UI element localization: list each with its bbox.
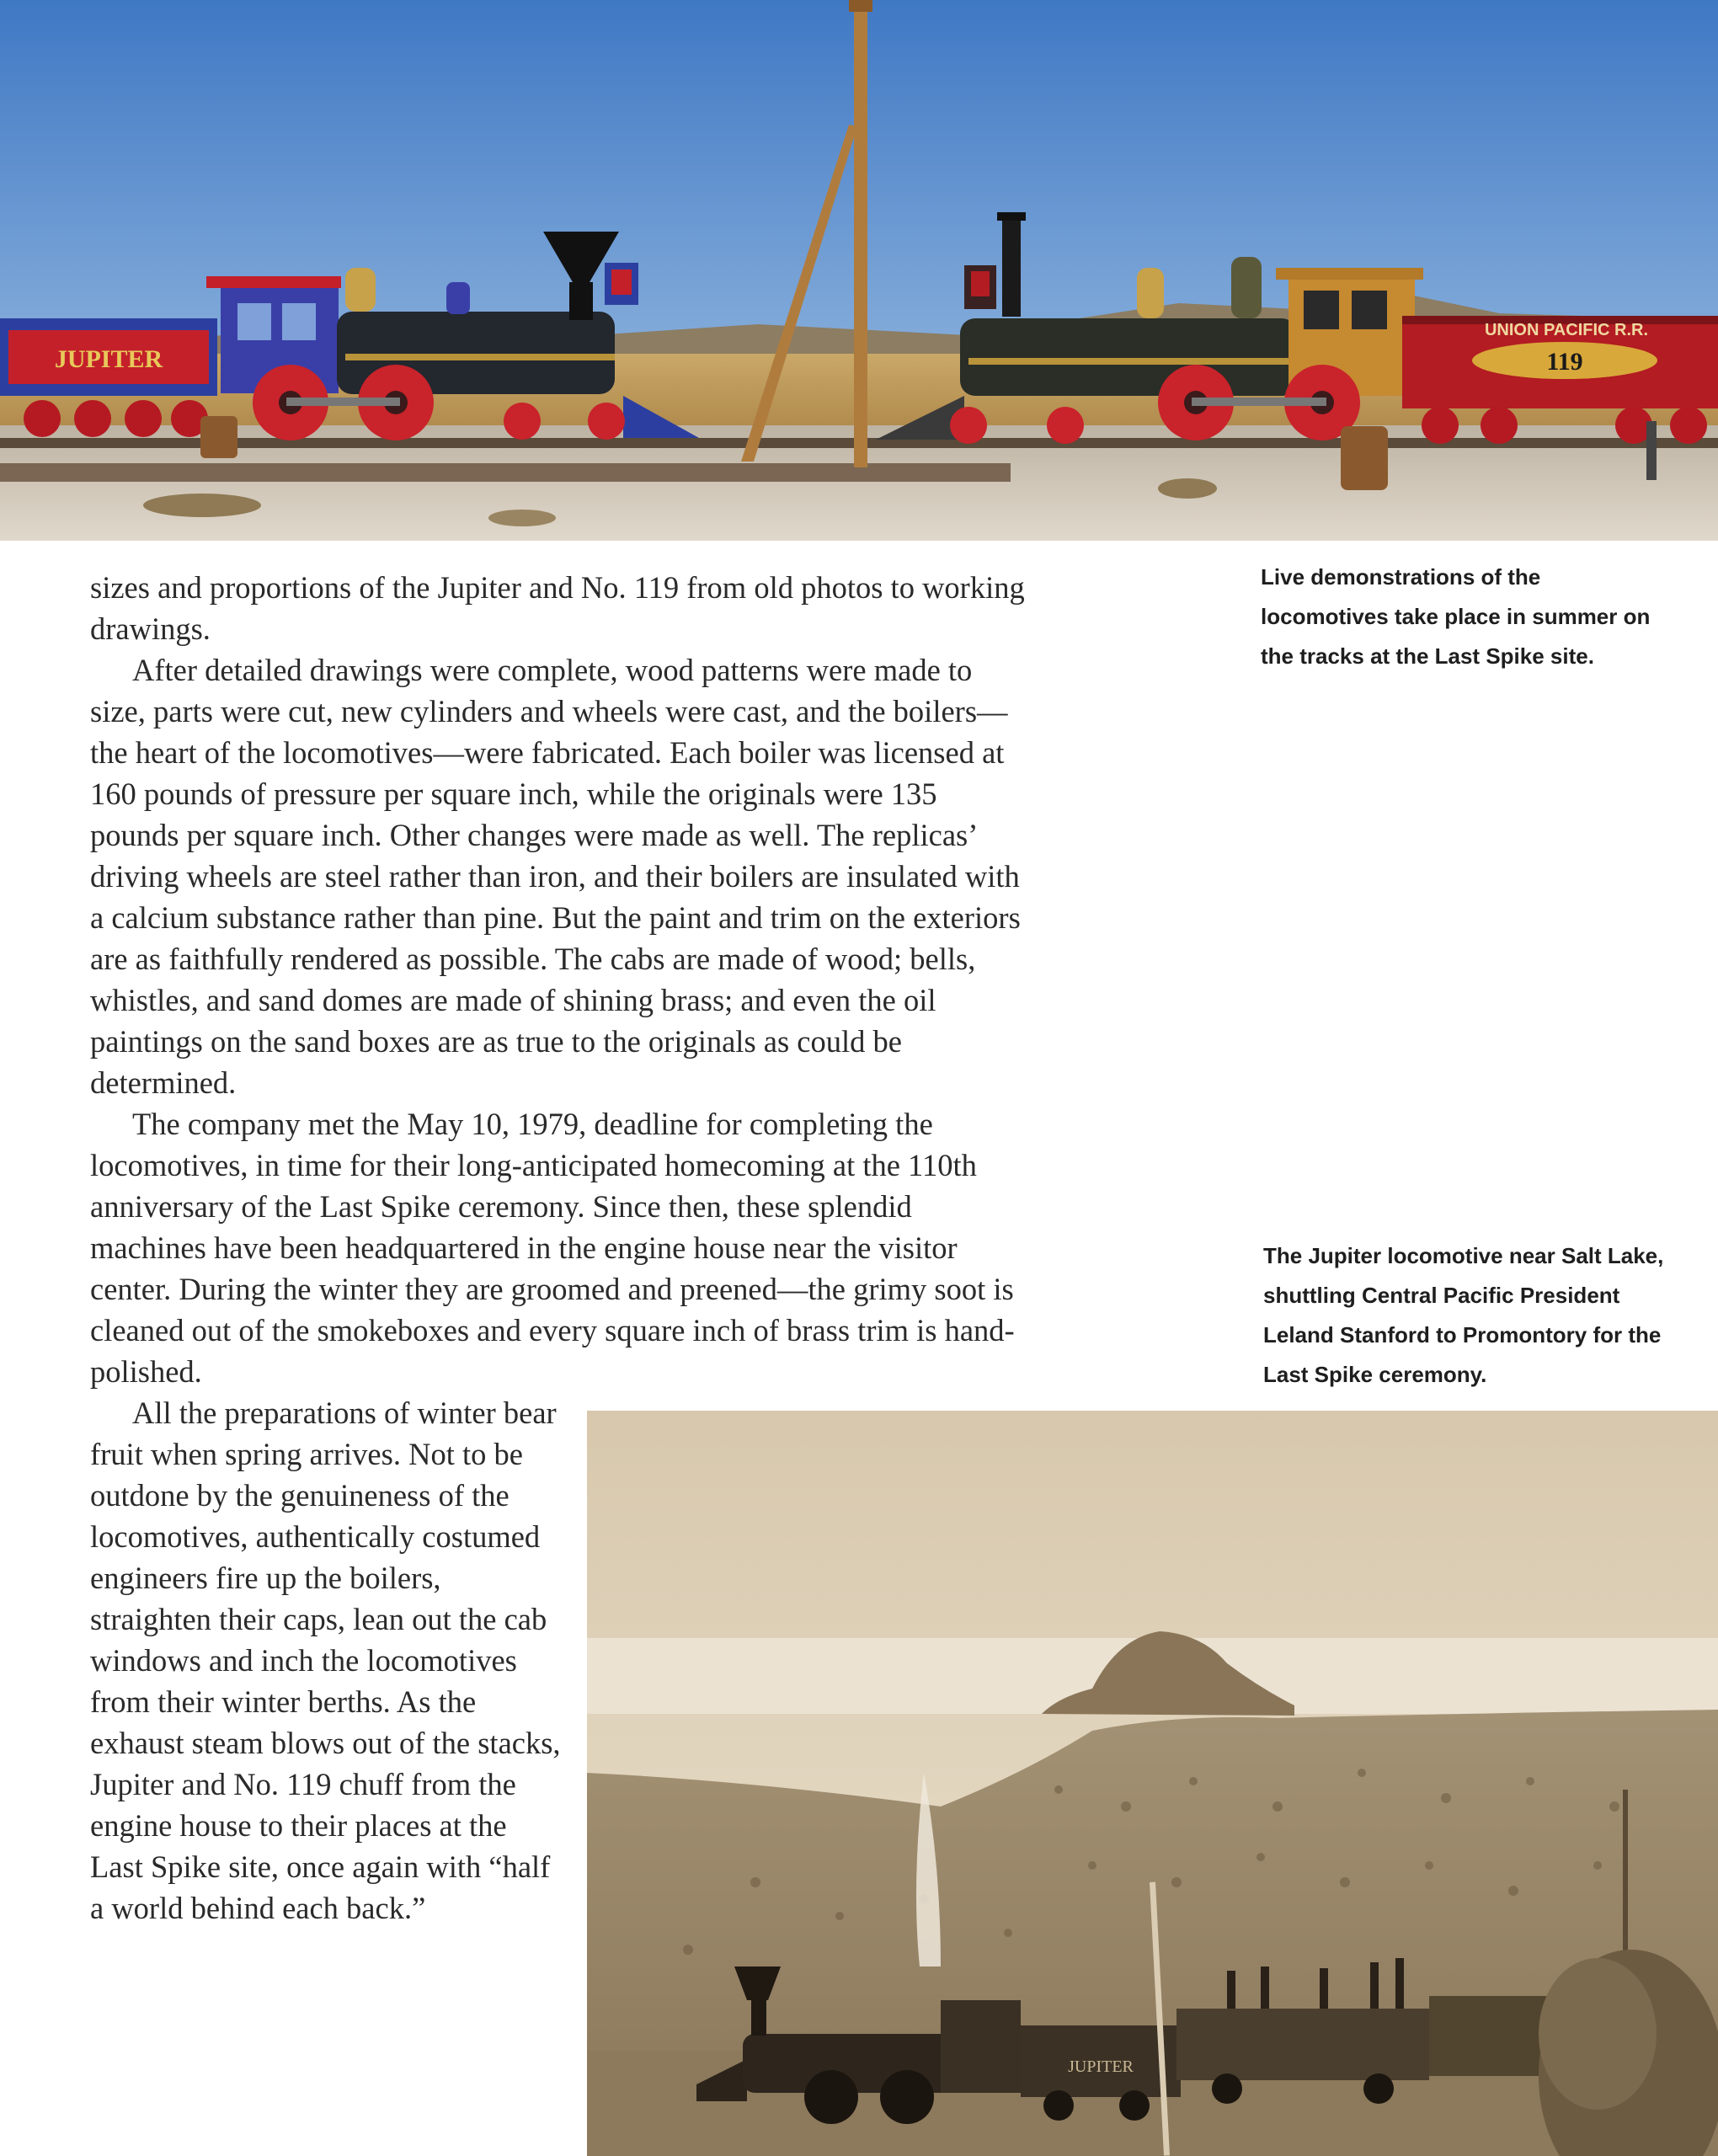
article-paragraph: sizes and proportions of the Jupiter and No. 119 from old photos to working drawings. [90,570,1025,646]
article-paragraph: After detailed drawings were complete, wood patterns were made to size, parts were cut, new cylinders and wheels were cast, and the boilers—the heart of the locomotives—were fabricated. Each boiler was licensed at 160 pounds of pressure per square inch, while the originals were 135 pounds per square inch. Other changes were made as well. The replicas’ driving wheels are steel rather than iron, and their boilers are insulated with a calcium substance rather than pine. But the paint and trim on the exteriors are as faithfully rendered as possible. The cabs are made of wood; bells, whistles, and sand domes are made of shining brass; and even the oil paintings on the sand boxes are as true to the originals as could be determined. [90,653,1021,1100]
historic-photo-jupiter-salt-lake [587,1411,1718,2156]
caption-jupiter-near-salt-lake: The Jupiter locomotive near Salt Lake, shuttling Central Pacific President Leland Stanford to Promontory for the Last Spike ceremony. [1263,1243,1664,1387]
article-paragraph: The company met the May 10, 1979, deadline for completing the locomotives, in time for their long-anticipated homecoming at the 110th anniversary of the Last Spike ceremony. Since then, these splendid machines have been headquartered in the engine house near the visitor center. During the winter they are groomed and preened—the grimy soot is cleaned out of the smokeboxes and every square inch of brass trim is hand-polished. [90,1107,1015,1389]
historic-tender-label: JUPITER [1068,2057,1134,2076]
jupiter-tender-label: JUPITER [54,345,163,373]
hero-photo-locomotives [0,0,1718,541]
caption-live-demonstrations: Live demonstrations of the locomotives take place in summer on the tracks at the Last Spike site. [1261,564,1651,669]
article-paragraph: All the preparations of winter bear fruit when spring arrives. Not to be outdone by the genuineness of the locomotives, authentically costumed engineers fire up the boilers, straighten their caps, lean out the cab windows and inch the locomotives from their winter berths. As the exhaust steam blows out of the stacks, Jupiter and No. 119 chuff from the engine house to their places at the Last Spike site, once again with “half a world behind each back.” [90,1396,561,1925]
tender-number-119: 119 [1546,348,1583,376]
tender-label-union-pacific: UNION PACIFIC R.R. [1484,321,1649,339]
